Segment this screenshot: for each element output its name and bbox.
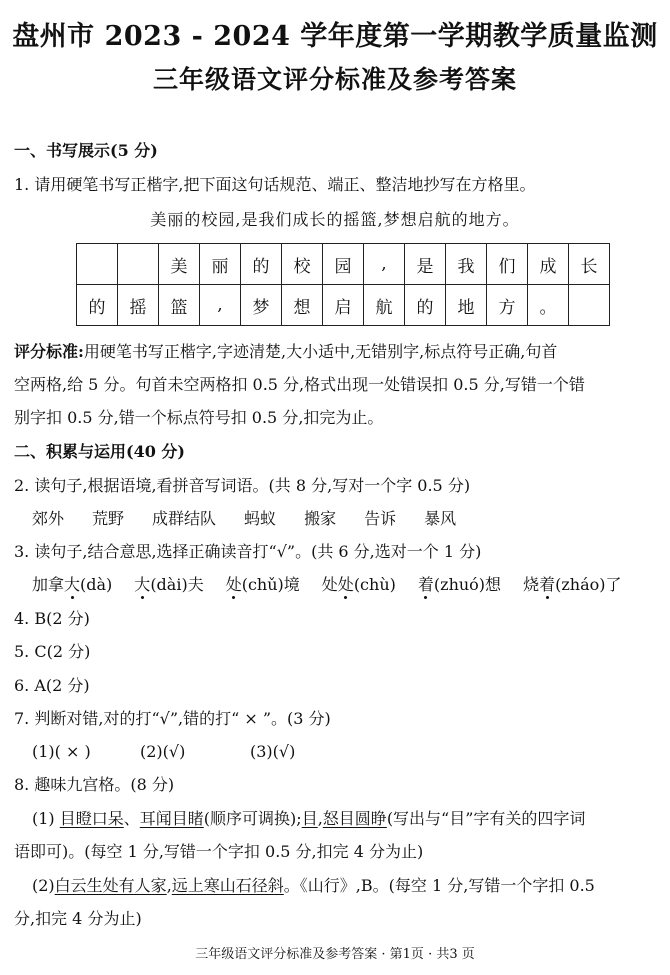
criteria-line-2: 空两格,给 5 分。句首未空两格扣 0.5 分,格式出现一处错误扣 0.5 分,写错一个错	[14, 375, 585, 394]
criteria-line-1	[14, 342, 557, 362]
copy-sentence: 美丽的校园,是我们成长的摇篮,梦想启航的地方。	[150, 210, 520, 229]
grid-cell: 地	[446, 285, 487, 326]
q7-answer-2: (2)(√)	[140, 742, 186, 761]
pinyin-answer	[418, 575, 501, 595]
pinyin-answer	[322, 575, 396, 595]
grid-cell: 方	[487, 285, 528, 326]
grid-row-2	[77, 285, 610, 326]
grid-cell: 航	[364, 285, 405, 326]
question-2-answers	[32, 509, 484, 529]
grid-cell: 长	[569, 244, 610, 285]
question-5: 5. C(2 分)	[14, 642, 91, 661]
criteria-label: 评分标准:	[14, 342, 84, 361]
writing-grid	[76, 243, 610, 326]
q8-2-prefix: (2)	[32, 876, 55, 895]
pinyin-dot: 着	[539, 575, 556, 594]
q8-1-answer-1: 目瞪口呆	[59, 809, 124, 828]
question-7: 7. 判断对错,对的打“√”,错的打“ × ”。(3 分)	[14, 709, 331, 728]
pinyin-post: (chù)	[353, 575, 396, 594]
answer-word: 成群结队	[152, 509, 217, 528]
q8-part2-line2: 分,扣完 4 分为止)	[14, 909, 142, 928]
grid-cell: 我	[446, 244, 487, 285]
q8-part2-line1	[32, 876, 595, 896]
q8-part1-line2: 语即可)。(每空 1 分,写错一个字扣 0.5 分,扣完 4 分为止)	[14, 842, 424, 861]
q8-1-answer-4: 怒目圆睁	[322, 809, 387, 828]
grid-cell: 成	[528, 244, 569, 285]
q8-1-sep2: ,	[317, 809, 323, 828]
answer-word: 搬家	[304, 509, 337, 528]
question-2: 2. 读句子,根据语境,看拼音写词语。(共 8 分,写对一个字 0.5 分)	[14, 476, 471, 495]
pinyin-pre: 烧	[523, 575, 540, 594]
section2-heading: 二、积累与运用(40 分)	[14, 442, 185, 461]
question-6: 6. A(2 分)	[14, 676, 90, 695]
grid-cell: 启	[323, 285, 364, 326]
question-7-answers	[32, 742, 295, 762]
q8-1-prefix: (1)	[32, 809, 60, 828]
q7-answer-1: (1)( × )	[32, 742, 91, 761]
grid-cell: 园	[323, 244, 364, 285]
grid-cell: 校	[282, 244, 323, 285]
grid-row-1	[77, 244, 610, 285]
pinyin-post: (chǔ)境	[241, 575, 300, 594]
grid-cell	[118, 244, 159, 285]
pinyin-answer	[32, 575, 112, 595]
pinyin-dot: 大	[134, 575, 151, 594]
pinyin-post: (dà)	[80, 575, 113, 594]
q8-part1-line1	[32, 809, 585, 829]
grid-cell: 的	[405, 285, 446, 326]
q8-2-answer-2: 远上寒山石径斜	[171, 876, 284, 895]
pinyin-answer	[226, 575, 300, 595]
question-8: 8. 趣味九宫格。(8 分)	[14, 775, 175, 794]
pinyin-dot: 着	[417, 575, 434, 594]
page-footer: 三年级语文评分标准及参考答案 · 第1页 · 共3 页	[195, 947, 475, 962]
answer-word: 暴风	[424, 509, 457, 528]
pinyin-dot: 处	[225, 575, 242, 594]
grid-cell: 篮	[159, 285, 200, 326]
q8-2-tail: 。《山行》,B。(每空 1 分,写错一个字扣 0.5	[283, 876, 595, 895]
criteria-line-3: 别字扣 0.5 分,错一个标点符号扣 0.5 分,扣完为止。	[14, 408, 384, 427]
q8-1-sep1: 、	[123, 809, 140, 828]
grid-cell: 的	[77, 285, 118, 326]
q8-2-sep: ,	[166, 876, 172, 895]
section1-heading: 一、书写展示(5 分)	[14, 141, 158, 160]
pinyin-answer	[523, 575, 621, 595]
pinyin-answer	[134, 575, 203, 595]
document-subtitle: 三年级语文评分标准及参考答案	[152, 65, 517, 94]
pinyin-pre: 加拿	[32, 575, 65, 594]
pinyin-pre: 处	[321, 575, 338, 594]
question-1: 1. 请用硬笔书写正楷字,把下面这句话规范、端正、整洁地抄写在方格里。	[14, 175, 536, 194]
answer-word: 荒野	[92, 509, 125, 528]
grid-cell	[569, 285, 610, 326]
grid-cell: 美	[159, 244, 200, 285]
grid-cell: 丽	[200, 244, 241, 285]
grid-cell	[77, 244, 118, 285]
pinyin-post: (dài)夫	[150, 575, 204, 594]
q8-1-answer-2: 耳闻目睹	[139, 809, 204, 828]
answer-word: 告诉	[364, 509, 397, 528]
q8-2-answer-1: 白云生处有人家	[54, 876, 167, 895]
question-3-answers	[32, 575, 644, 595]
q8-1-mid: (顺序可调换);	[203, 809, 302, 828]
grid-cell: 想	[282, 285, 323, 326]
grid-cell: 梦	[241, 285, 282, 326]
grid-cell: ,	[364, 244, 405, 285]
q7-answer-3: (3)(√)	[250, 742, 296, 761]
grid-cell: ,	[200, 285, 241, 326]
document-title: 盘州市 2023 - 2024 学年度第一学期教学质量监测	[12, 21, 658, 52]
grid-cell: 。	[528, 285, 569, 326]
grid-cell: 是	[405, 244, 446, 285]
grid-cell: 摇	[118, 285, 159, 326]
pinyin-dot: 处	[337, 575, 354, 594]
q8-1-tail: (写出与“目”字有关的四字词	[386, 809, 586, 828]
answer-word: 蚂蚁	[244, 509, 277, 528]
pinyin-post: (zháo)了	[555, 575, 622, 594]
question-4: 4. B(2 分)	[14, 609, 90, 628]
pinyin-post: (zhuó)想	[433, 575, 502, 594]
criteria-text-1: 用硬笔书写正楷字,字迹清楚,大小适中,无错别字,标点符号正确,句首	[83, 342, 558, 361]
grid-cell: 们	[487, 244, 528, 285]
question-3: 3. 读句子,结合意思,选择正确读音打“√”。(共 6 分,选对一个 1 分)	[14, 542, 482, 561]
q8-1-answer-3: 目	[301, 809, 318, 828]
pinyin-dot: 大	[64, 575, 81, 594]
grid-cell: 的	[241, 244, 282, 285]
answer-word: 郊外	[32, 509, 65, 528]
